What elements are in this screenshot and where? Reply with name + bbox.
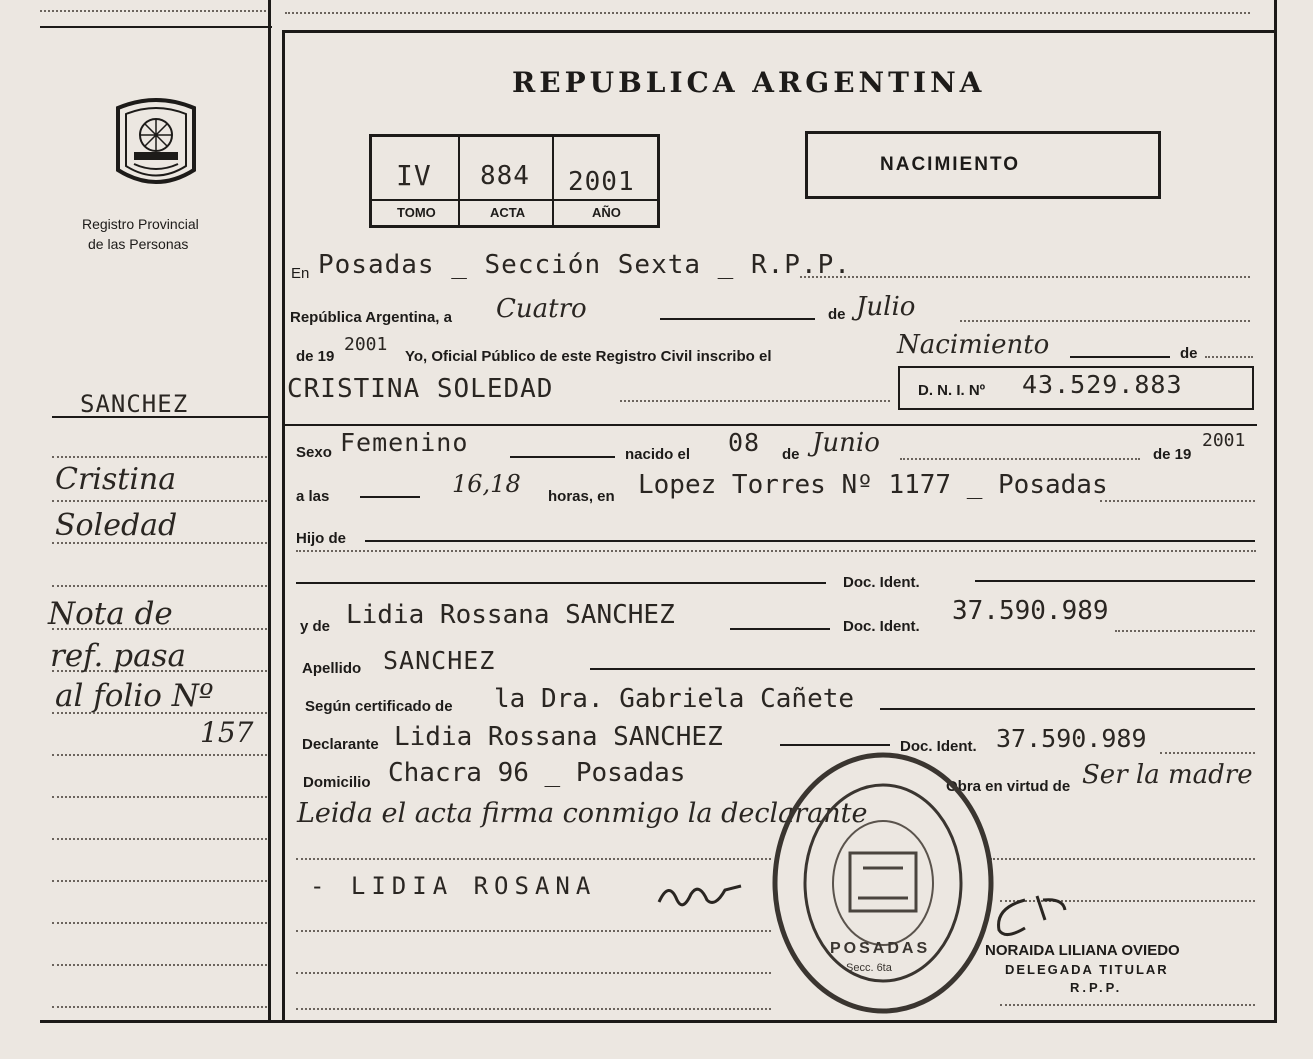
form-rule: [510, 456, 615, 458]
republica-label: República Argentina, a: [290, 309, 452, 326]
sexo-value: Femenino: [340, 428, 469, 457]
form-rule: [900, 458, 1140, 460]
form-rule: [282, 424, 1257, 426]
ano-label: AÑO: [592, 205, 621, 220]
form-rule: [296, 1008, 771, 1010]
margin-rule: [52, 922, 267, 924]
registry-name-line1: Registro Provincial: [82, 216, 199, 232]
official-name: NORAIDA LILIANA OVIEDO: [985, 942, 1180, 959]
form-rule: [990, 858, 1255, 860]
margin-rule: [52, 880, 267, 882]
registration-month: Julio: [856, 292, 916, 322]
form-rule: [296, 582, 826, 584]
de19b-label: de 19: [1153, 446, 1192, 463]
y-de-label: y de: [300, 618, 331, 635]
official-signature-icon: [985, 890, 1075, 945]
form-rule: [296, 858, 771, 860]
acta-value: 884: [480, 161, 530, 191]
de-end-label: de: [1180, 345, 1198, 362]
form-rule: [800, 276, 1250, 278]
form-rule: [620, 400, 890, 402]
margin-note-line3: al folio Nº: [55, 678, 214, 714]
docident-label-1: Doc. Ident.: [843, 574, 920, 591]
alas-label: a las: [296, 488, 330, 505]
margin-given-name-2: Soledad: [55, 508, 178, 543]
dni-value: 43.529.883: [1022, 370, 1183, 399]
registration-day: Cuatro: [496, 294, 587, 324]
apellido-value: SANCHEZ: [383, 646, 496, 675]
margin-surname: SANCHEZ: [80, 390, 189, 418]
margin-note-line2: ref. pasa: [50, 638, 186, 674]
margin-given-name-1: Cristina: [55, 462, 177, 497]
de2-label: de: [782, 446, 800, 463]
bottom-border: [40, 1020, 1277, 1023]
record-label-divider: [372, 199, 657, 201]
form-rule: [296, 930, 771, 932]
top-rule: [285, 12, 1250, 14]
hijo-label: Hijo de: [296, 530, 347, 547]
declarant-name: Lidia Rossana SANCHEZ: [394, 722, 723, 752]
official-seal-icon: [768, 748, 998, 1018]
form-rule: [365, 540, 1255, 542]
de-label: de: [828, 306, 846, 323]
form-rule: [1115, 630, 1255, 632]
obra-value: Ser la madre: [1082, 760, 1253, 790]
sexo-label: Sexo: [296, 444, 332, 461]
form-rule: [1205, 356, 1253, 358]
obra-label: Obra en virtud de: [946, 778, 1071, 795]
country-title: REPUBLICA ARGENTINA: [512, 66, 986, 99]
apellido-label: Apellido: [302, 660, 362, 677]
horas-label: horas, en: [548, 488, 615, 505]
declarant-document: 37.590.989: [996, 724, 1147, 753]
record-number-box: [369, 134, 660, 228]
domicile-value: Chacra 96 _ Posadas: [388, 758, 686, 788]
seal-sub-text: Secc. 6ta: [846, 962, 892, 974]
dni-box: [898, 366, 1254, 410]
de19-label: de 19: [296, 348, 335, 365]
ano-value: 2001: [568, 167, 635, 197]
act-kind: Nacimiento: [897, 330, 1050, 360]
birth-hour: 16,18: [452, 470, 521, 498]
form-rule: [590, 668, 1255, 670]
margin-rule: [52, 1006, 267, 1008]
top-rule: [40, 10, 270, 12]
form-rule: [360, 496, 420, 498]
form-rule: [1160, 752, 1255, 754]
birth-day: 08: [728, 428, 761, 457]
declarant-signature: - LIDIA ROSANA: [310, 872, 597, 900]
en-label: En: [291, 265, 310, 282]
closing-statement: Leida el acta firma conmigo la declarante: [297, 798, 868, 829]
child-full-name: CRISTINA SOLEDAD: [287, 374, 554, 404]
act-type-box: [805, 131, 1161, 199]
left-margin-border: [268, 0, 271, 1022]
acta-cell: [552, 137, 554, 225]
margin-rule: [52, 500, 267, 502]
province-coat-of-arms-icon: [108, 90, 204, 195]
margin-note-line1: Nota de: [48, 596, 173, 632]
dni-label: D. N. I. Nº: [918, 382, 986, 399]
act-type-label: NACIMIENTO: [880, 154, 1020, 175]
registry-place: Posadas _ Sección Sexta _ R.P.P.: [318, 250, 851, 280]
main-top-border: [282, 30, 1277, 33]
signature-scribble-icon: [655, 876, 745, 916]
form-rule: [1070, 356, 1170, 358]
form-rule: [880, 708, 1255, 710]
top-rule-left: [40, 26, 272, 28]
form-rule: [1100, 500, 1255, 502]
main-left-border: [282, 30, 285, 1022]
margin-note-line4: 157: [200, 716, 254, 749]
official-statement: Yo, Oficial Público de este Registro Civil inscribo el: [405, 348, 772, 365]
form-rule: [296, 972, 771, 974]
registry-name-line2: de las Personas: [88, 236, 189, 252]
form-rule: [1000, 1004, 1255, 1006]
docident-label-3: Doc. Ident.: [900, 738, 977, 755]
declarante-label: Declarante: [302, 736, 379, 753]
domicilio-label: Domicilio: [303, 774, 371, 791]
nacido-label: nacido el: [625, 446, 691, 463]
segun-certificado-label: Según certificado de: [305, 698, 453, 715]
official-title: DELEGADA TITULAR: [1005, 962, 1169, 977]
birth-place: Lopez Torres Nº 1177 _ Posadas: [638, 470, 1108, 500]
birth-year: 2001: [1202, 430, 1246, 451]
margin-rule: [52, 585, 267, 587]
margin-rule: [52, 838, 267, 840]
margin-rule: [52, 796, 267, 798]
form-rule: [780, 744, 890, 746]
tomo-cell: [458, 137, 460, 225]
form-rule: [730, 628, 830, 630]
tomo-value: IV: [396, 159, 432, 192]
main-right-border: [1274, 0, 1277, 1022]
certifying-doctor: la Dra. Gabriela Cañete: [494, 684, 855, 714]
form-rule: [660, 318, 815, 320]
seal-center-text: POSADAS: [830, 940, 931, 957]
margin-rule: [52, 964, 267, 966]
registration-year: 2001: [344, 334, 388, 355]
mother-document: 37.590.989: [952, 596, 1109, 626]
margin-rule: [52, 456, 267, 458]
form-rule: [296, 550, 1256, 552]
birth-month: Junio: [812, 428, 880, 458]
margin-rule: [52, 754, 267, 756]
form-rule: [975, 580, 1255, 582]
mother-name: Lidia Rossana SANCHEZ: [346, 600, 675, 630]
official-office: R.P.P.: [1070, 980, 1123, 995]
acta-label: ACTA: [490, 205, 526, 220]
tomo-label: TOMO: [397, 205, 436, 220]
docident-label-2: Doc. Ident.: [843, 618, 920, 635]
form-rule: [960, 320, 1250, 322]
